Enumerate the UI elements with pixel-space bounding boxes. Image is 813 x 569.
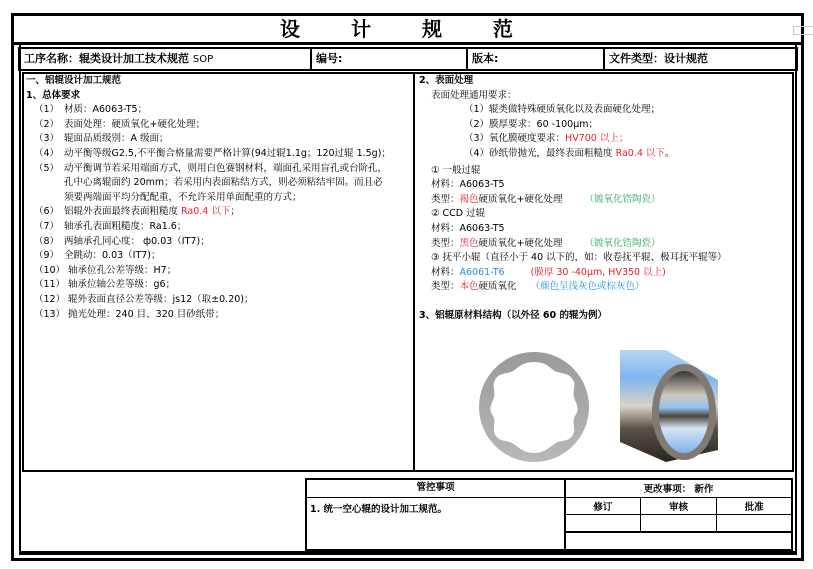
list-item: （4） 动平衡等级G2.5,不平衡合格量需要严格计算(94过辊1.1g；120过辊 1.5g)；	[34, 147, 391, 159]
list-item: （6） 铝辊外表面最终表面粗糙度 Ra0.4 以下；	[34, 206, 240, 218]
change-header: 更改事项： 新作	[566, 480, 791, 497]
general-item: （2）膜厚要求：60 -100μm；	[464, 118, 599, 130]
doc-type-cell	[603, 47, 798, 71]
version-cell	[466, 47, 605, 71]
left-column	[26, 74, 412, 322]
list-item: （11） 轴承位轴公差等级：g6；	[34, 279, 176, 291]
type-description: 类型：本色硬质氧化 （颜色呈浅灰色或棕灰色）	[431, 281, 645, 293]
doc-type-label: 文件类型：设计规范	[609, 52, 708, 65]
process-name-label: 工序名称：辊类设计加工技术规范	[24, 52, 189, 65]
revise-value	[566, 514, 640, 532]
list-item-continued: 孔中心离辊面约 20mm；若采用内表面粘结方式，则必须粘结牢固。而且必	[64, 177, 383, 189]
col-review: 审核	[640, 497, 717, 514]
page-title: 设 计 规 范	[280, 17, 535, 41]
section-title-structure: 3、铝辊原材料结构（以外径 60 的辊为例）	[419, 309, 607, 321]
general-item: （3）氧化膜硬度要求：HV700 以上；	[464, 133, 629, 145]
change-table	[566, 480, 791, 533]
type-material: 材料：A6061-T6 (膜厚 30 -40μm, HV350 以上)	[431, 266, 666, 278]
process-name-cell	[18, 47, 312, 71]
list-item: （2） 表面处理：硬质氧化+硬化处理；	[34, 118, 205, 130]
right-column	[419, 74, 791, 324]
section-title-aluminum: 一、铝辊设计加工规范	[26, 75, 122, 86]
list-item: （3） 辊面品质级别：A 级面；	[34, 133, 169, 145]
type-material: 材料：A6063-T5	[431, 222, 505, 234]
number-label: 编号:	[316, 52, 343, 65]
subsection-general: 1、总体要求	[26, 89, 81, 101]
type-heading-small-roller: ③ 抚平小辊（直径小于 40 以下的，如：收卷抚平辊、极耳抚平辊等）	[431, 252, 727, 264]
list-item: （7） 轴承孔表面粗糙度：Ra1.6；	[34, 220, 187, 232]
type-description: 类型：黑色硬质氧化+硬化处理 （镀氧化锆陶瓷）	[431, 237, 661, 249]
list-item: （12） 辊外表面直径公差等级：js12（取±0.20)；	[34, 293, 254, 305]
change-log-table	[565, 478, 793, 551]
general-item: （1）辊类做特殊硬质氧化以及表面硬化处理；	[464, 104, 661, 116]
type-heading-ccd: ② CCD 过辊	[431, 208, 486, 220]
control-item: 1. 统一空心辊的设计加工规范。	[310, 504, 448, 515]
general-requirements-label: 表面处理通用要求：	[431, 89, 517, 101]
tube-cross-section-image	[475, 350, 593, 465]
type-description: 类型：褐色硬质氧化+硬化处理 （镀氧化锆陶瓷）	[431, 193, 661, 205]
tube-3d-image	[618, 350, 718, 462]
approve-value	[717, 514, 791, 532]
list-item: （5） 动平衡调节若采用端面方式，则用白色赛钢材料，端面孔采用盲孔或台阶孔，	[34, 162, 388, 174]
col-approve: 批准	[717, 497, 791, 514]
general-item: （4）砂纸带抛光，最终表面粗糙度 Ra0.4 以下。	[464, 147, 675, 159]
list-item: （9） 全跳动：0.03（IT7)；	[34, 250, 161, 262]
column-divider	[413, 72, 415, 472]
version-label: 版本:	[472, 52, 499, 65]
control-header: 管控事项	[307, 480, 564, 498]
review-value	[640, 514, 717, 532]
col-revise: 修订	[566, 497, 640, 514]
list-item: （8） 两轴承孔同心度： ф0.03（IT7)；	[34, 235, 210, 247]
list-item-continued: 须要两端面平均分配配重，不允许采用单面配重的方式；	[64, 191, 302, 203]
type-heading-general: ① 一般过辊	[431, 164, 481, 176]
list-item: （13） 抛光处理：240 目、320 目砂纸带；	[34, 308, 225, 320]
control-items-table	[305, 478, 565, 551]
process-name-suffix: SOP	[192, 54, 214, 65]
type-material: 材料：A6063-T5	[431, 179, 505, 191]
list-item: （1） 材质：A6063-T5；	[34, 104, 148, 116]
section-title-surface: 2、表面处理	[419, 75, 474, 86]
list-item: （10） 轴承位孔公差等级：H7；	[34, 264, 177, 276]
number-cell	[310, 47, 468, 71]
